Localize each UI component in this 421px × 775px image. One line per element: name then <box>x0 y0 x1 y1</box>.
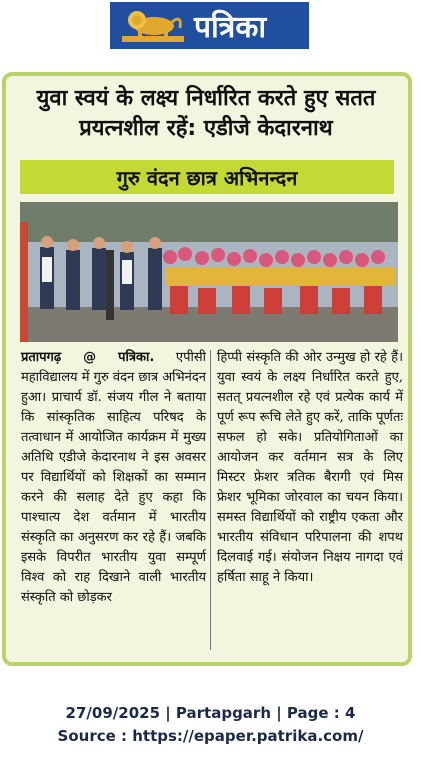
masthead-name: पत्रिका <box>194 10 267 45</box>
article-body-left <box>21 348 206 608</box>
column-divider <box>210 350 211 650</box>
dateline: प्रतापगढ़ @ पत्रिका. <box>21 350 155 365</box>
footer-date-line: 27/09/2025 | Partapgarh | Page : 4 <box>65 704 356 722</box>
banner-text: गुरु वंदन छात्र अभिनन्दन <box>116 165 298 190</box>
body-right-text: हिप्पी संस्कृति की ओर उन्मुख हो रहे हैं। युवा स्वयं के लक्ष्य निर्धारित करते हुए, सतत् प्रयत्नशील रहे एवं प्रत्येक कार्य में पूर्ण रूप रूचि लेते हुए करें, ताकि पूर्णतः सफल हो सके। प्रतियोगिताओं का आयोजन कर वर्तमान सत्र के लिए मिस्टर फ्रेशर त्रतिक बैरागी एवं मिस फ्रेशर भूमिका जोरवाल का चयन किया। समस्त विद्यार्थियों को राष्ट्रीय एकता और भारतीय संविधान परिपालना की शपथ दिलवाई गई। संयोजन निक्षय नागदा एवं हर्षिता साहू ने किया। <box>217 350 403 585</box>
event-photo <box>20 202 398 342</box>
masthead-logo <box>110 2 309 49</box>
article-banner <box>20 160 394 194</box>
event-photo-image <box>20 202 398 342</box>
article-body-right <box>217 348 403 588</box>
article-headline: युवा स्वयं के लक्ष्य निर्धारित करते हुए सतत प्रयत्नशील रहें: एडीजे केदारनाथ <box>36 86 376 141</box>
footer-source-line: Source : https://epaper.patrika.com/ <box>57 727 364 745</box>
body-left-text: एपीसी महाविद्यालय में गुरु वंदन छात्र अभिनंदन हुआ। प्राचार्य डॉ. संजय गील ने बताया कि सांस्कृतिक साहित्य परिषद के तत्वाधान में आयोजित कार्यक्रम में मुख्य अतिथि एडीजे केदारनाथ ने इस अवसर पर विद्यार्थियों को शिक्षकों का सम्मान करने की सलाह देते हुए कहा कि पाश्चात्य देश वर्तमान में भारतीय संस्कृति का अनुसरण कर रहे हैं। जबकि इसके विपरीत भारतीय युवा सम्पूर्ण विश्व को राह दिखाने वाली भारतीय संस्कृति को छोड़कर <box>21 350 206 605</box>
lion-icon <box>120 6 186 46</box>
